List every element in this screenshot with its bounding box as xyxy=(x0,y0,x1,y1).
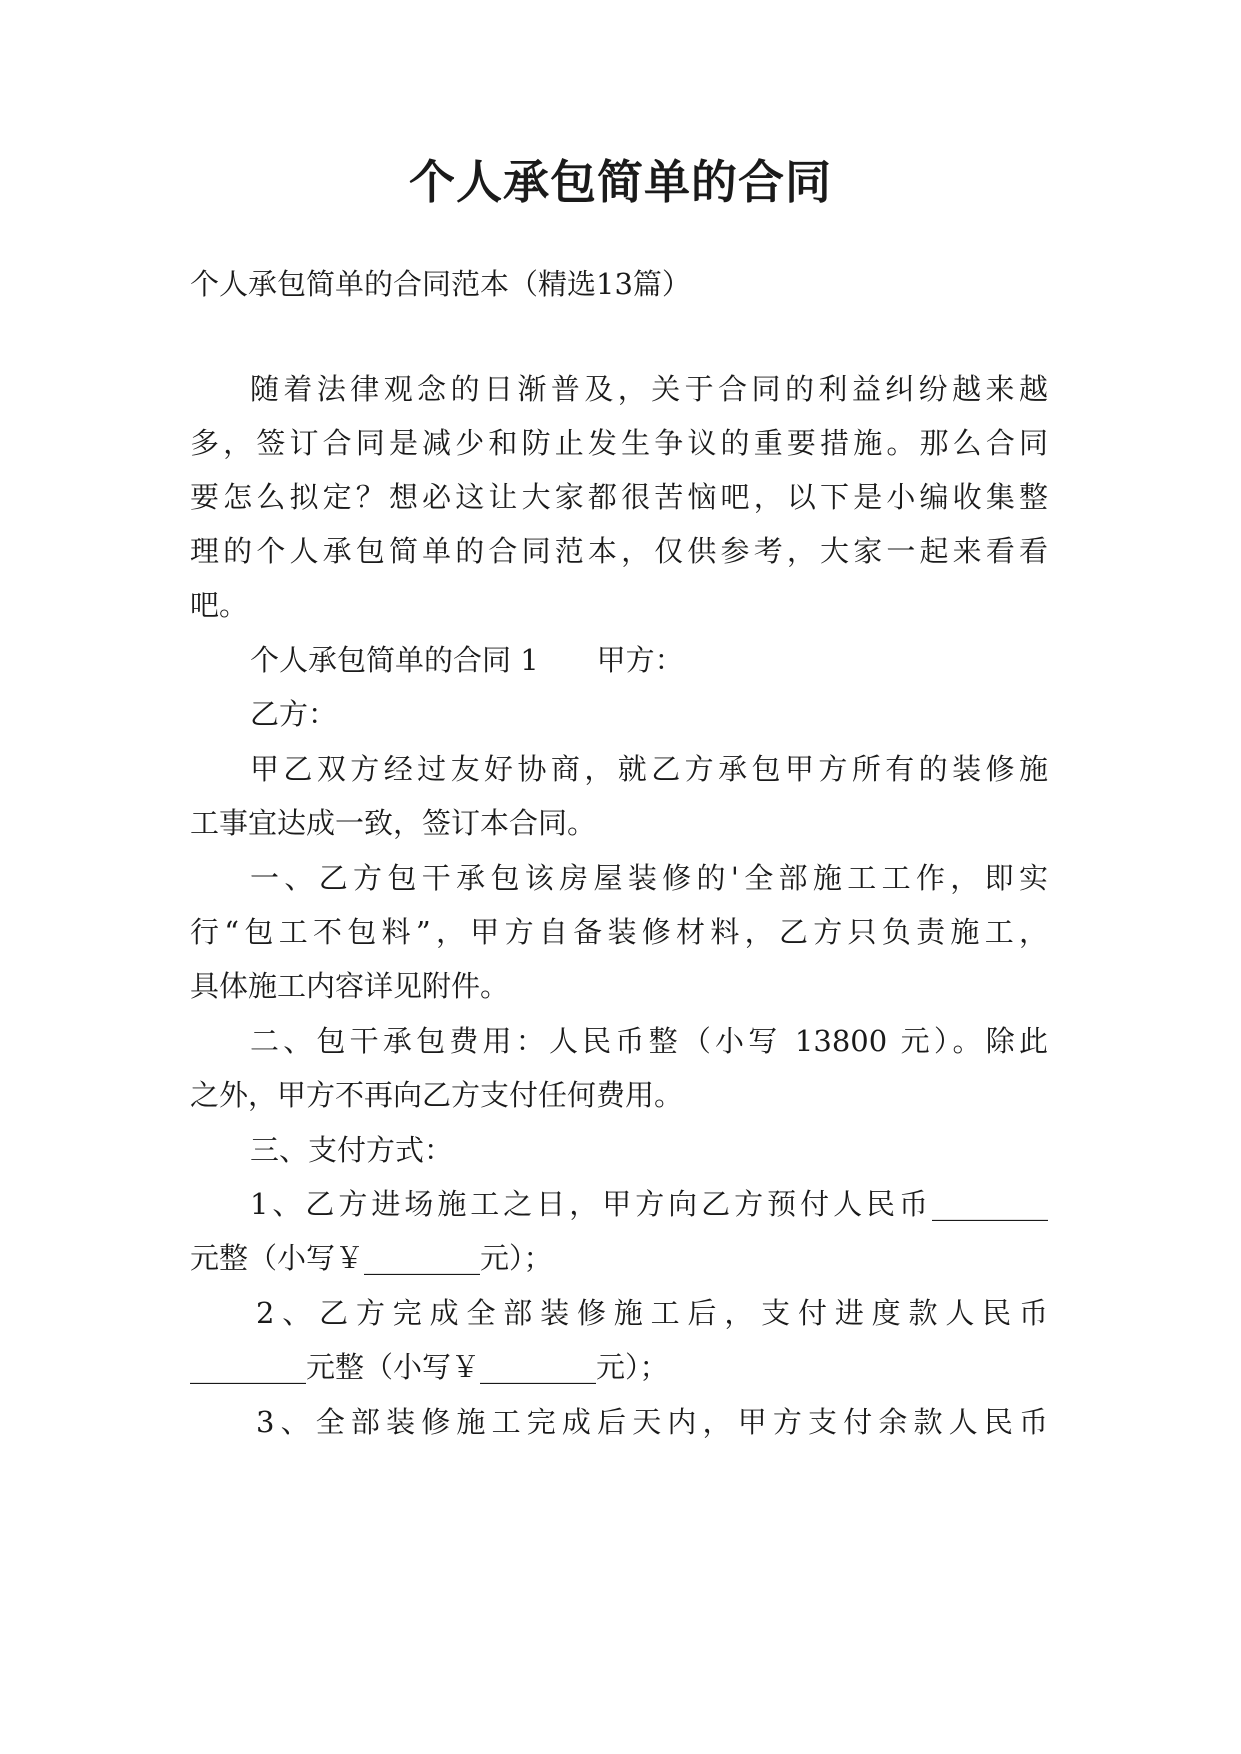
clause2-line-1: 二、包干承包费用：人民币整（小写 13800 元）。除此 xyxy=(250,1024,1048,1058)
payment3-line-1: 3、全部装修施工完成后天内，甲方支付余款人民币 xyxy=(256,1405,1048,1439)
clause3-heading: 三、支付方式： xyxy=(250,1133,454,1167)
intro-line-4: 理的个人承包简单的合同范本，仅供参考，大家一起来看看 xyxy=(190,534,1048,568)
payment1-line-1: 1、乙方进场施工之日，甲方向乙方预付人民币________ xyxy=(250,1187,1048,1221)
document-title: 个人承包简单的合同 xyxy=(409,155,832,209)
payment1-line-2: 元整（小写￥________元）； xyxy=(190,1241,553,1275)
payment2-line-1: 2、乙方完成全部装修施工后，支付进度款人民币 xyxy=(256,1296,1048,1330)
preamble-line-2: 工事宜达成一致，签订本合同。 xyxy=(190,806,597,840)
clause2-line-2: 之外，甲方不再向乙方支付任何费用。 xyxy=(190,1078,684,1112)
preamble-line-1: 甲乙双方经过友好协商，就乙方承包甲方所有的装修施 xyxy=(250,752,1048,786)
clause1-line-3: 具体施工内容详见附件。 xyxy=(190,969,510,1003)
document-subtitle: 个人承包简单的合同范本（精选13篇） xyxy=(190,267,691,301)
intro-line-5: 吧。 xyxy=(190,588,249,622)
intro-line-2: 多，签订合同是减少和防止发生争议的重要措施。那么合同 xyxy=(190,426,1048,460)
contract1-heading: 个人承包简单的合同 1 甲方： xyxy=(250,643,684,677)
payment2-line-2: ________元整（小写￥________元）； xyxy=(190,1350,669,1384)
intro-line-1: 随着法律观念的日渐普及，关于合同的利益纠纷越来越 xyxy=(250,372,1048,406)
party-b-label: 乙方： xyxy=(250,697,338,731)
intro-line-3: 要怎么拟定？想必这让大家都很苦恼吧，以下是小编收集整 xyxy=(190,480,1048,514)
clause1-line-1: 一、乙方包干承包该房屋装修的'全部施工工作，即实 xyxy=(250,861,1048,895)
clause1-line-2: 行“包工不包料”，甲方自备装修材料，乙方只负责施工， xyxy=(190,915,1048,949)
